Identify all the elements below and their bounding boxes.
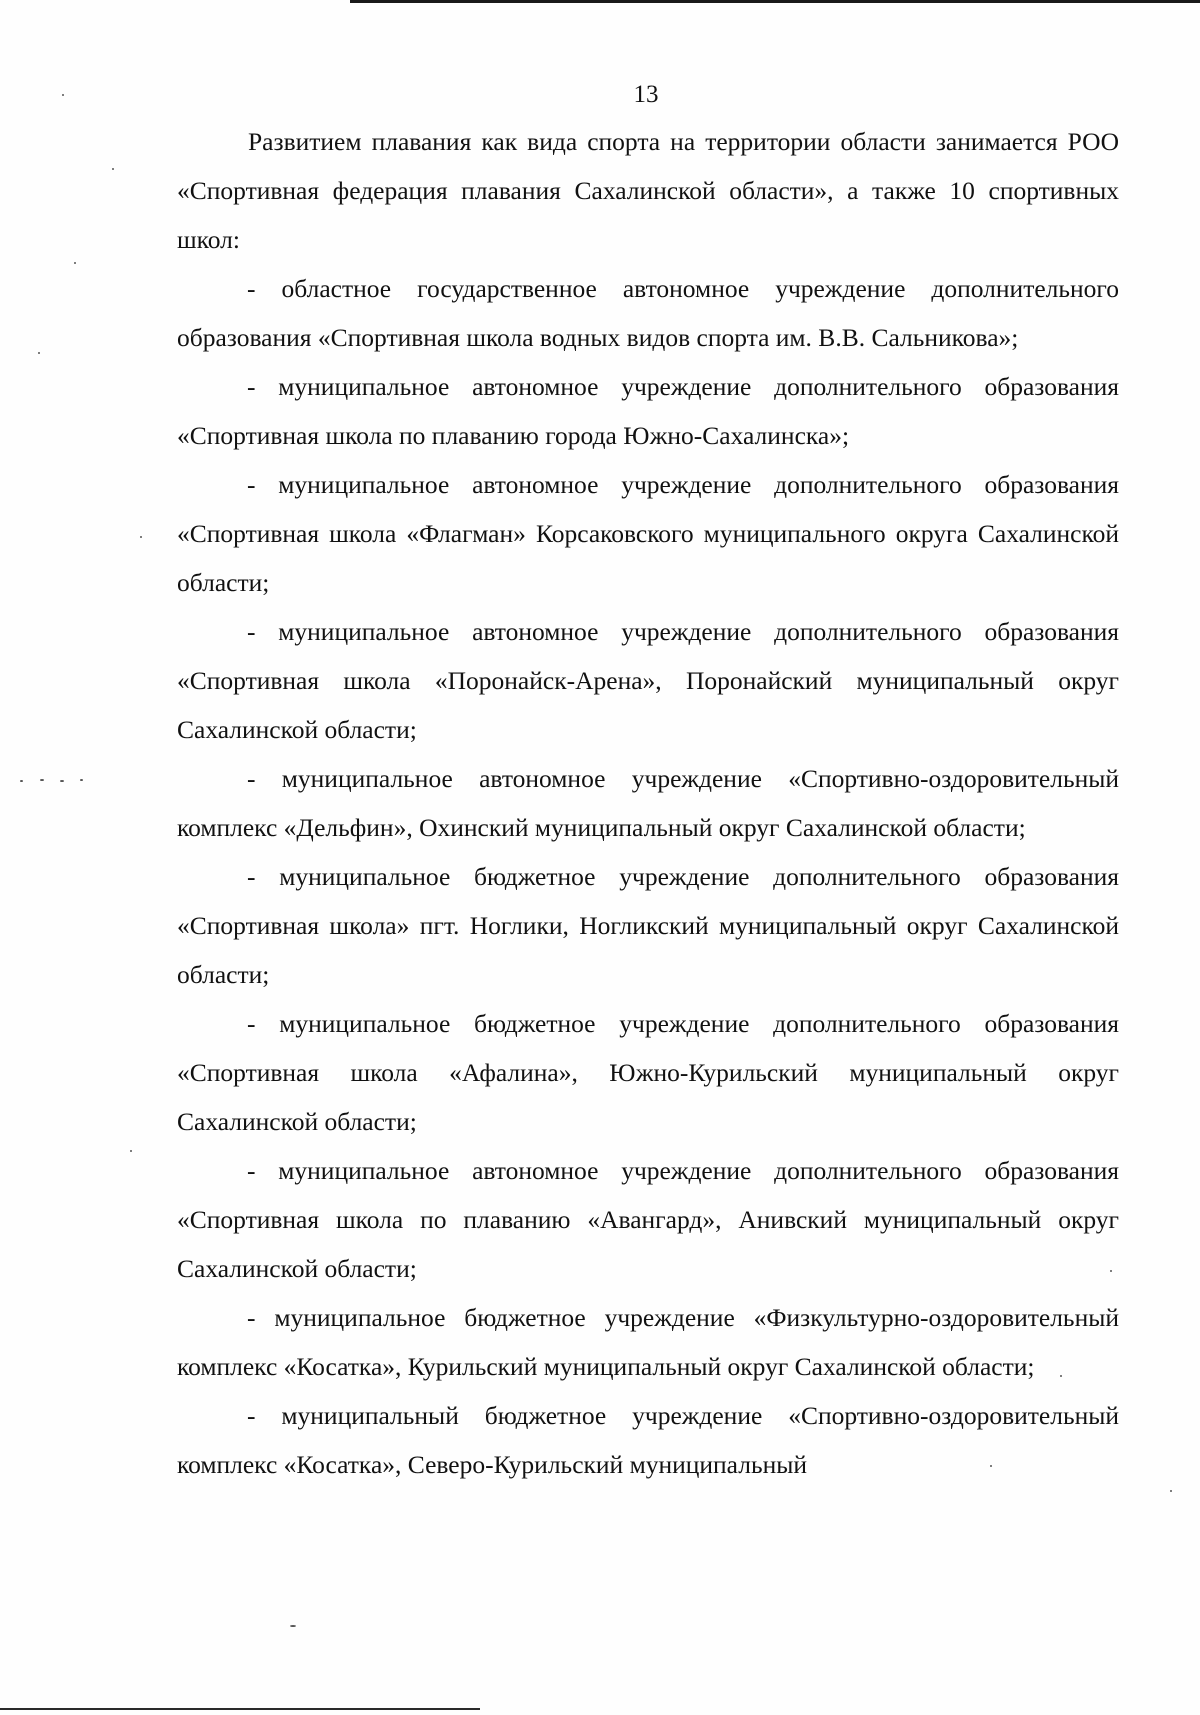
scan-speck	[20, 780, 23, 782]
scan-speck	[38, 352, 40, 354]
list-item: - муниципальное автономное учреждение дополнительного образования «Спортивная школа по плаванию города Южно-Сахалинска»;	[177, 372, 1119, 450]
list-item: - муниципальное автономное учреждение дополнительного образования «Спортивная школа «Поронайск-Арена», Поронайский муниципальный округ Сахалинской области;	[177, 617, 1119, 744]
list-item: - областное государственное автономное учреждение дополнительного образования «Спортивная школа водных видов спорта им. В.В. Сальникова»;	[177, 274, 1119, 352]
scan-speck	[290, 1625, 296, 1627]
scan-speck	[80, 779, 83, 781]
scan-edge-top	[350, 0, 1200, 3]
scan-speck	[40, 779, 44, 781]
list-item: - муниципальное бюджетное учреждение дополнительного образования «Спортивная школа» пгт. Ноглики, Ногликский муниципальный округ Сахалинской области;	[177, 862, 1119, 989]
scan-speck	[74, 262, 76, 264]
list-item: - муниципальное бюджетное учреждение дополнительного образования «Спортивная школа «Афалина», Южно-Курильский муниципальный округ Сахалинской области;	[177, 1009, 1119, 1136]
scan-speck	[130, 1150, 132, 1152]
list-item: - муниципальный бюджетное учреждение «Спортивно-оздоровительный комплекс «Косатка», Северо-Курильский муниципальный	[177, 1401, 1119, 1479]
list-item: - муниципальное бюджетное учреждение «Физкультурно-оздоровительный комплекс «Косатка», Курильский муниципальный округ Сахалинской области;	[177, 1303, 1119, 1381]
scan-speck	[140, 536, 142, 538]
scan-speck	[1170, 1490, 1172, 1492]
scan-speck	[112, 168, 114, 170]
list-item: - муниципальное автономное учреждение дополнительного образования «Спортивная школа по плаванию «Авангард», Анивский муниципальный округ Сахалинской области;	[177, 1156, 1119, 1283]
list-item: - муниципальное автономное учреждение дополнительного образования «Спортивная школа «Флагман» Корсаковского муниципального округа Сахалинской области;	[177, 470, 1119, 597]
document-body	[177, 117, 1119, 1489]
paragraph: Развитием плавания как вида спорта на территории области занимается РОО «Спортивная федерация плавания Сахалинской области», а также 10 спортивных школ:	[177, 127, 1119, 254]
scan-speck	[60, 780, 64, 782]
scan-edge-bottom	[0, 1708, 480, 1710]
list-item: - муниципальное автономное учреждение «Спортивно-оздоровительный комплекс «Дельфин», Охинский муниципальный округ Сахалинской области;	[177, 764, 1119, 842]
page-number: 13	[633, 81, 659, 108]
